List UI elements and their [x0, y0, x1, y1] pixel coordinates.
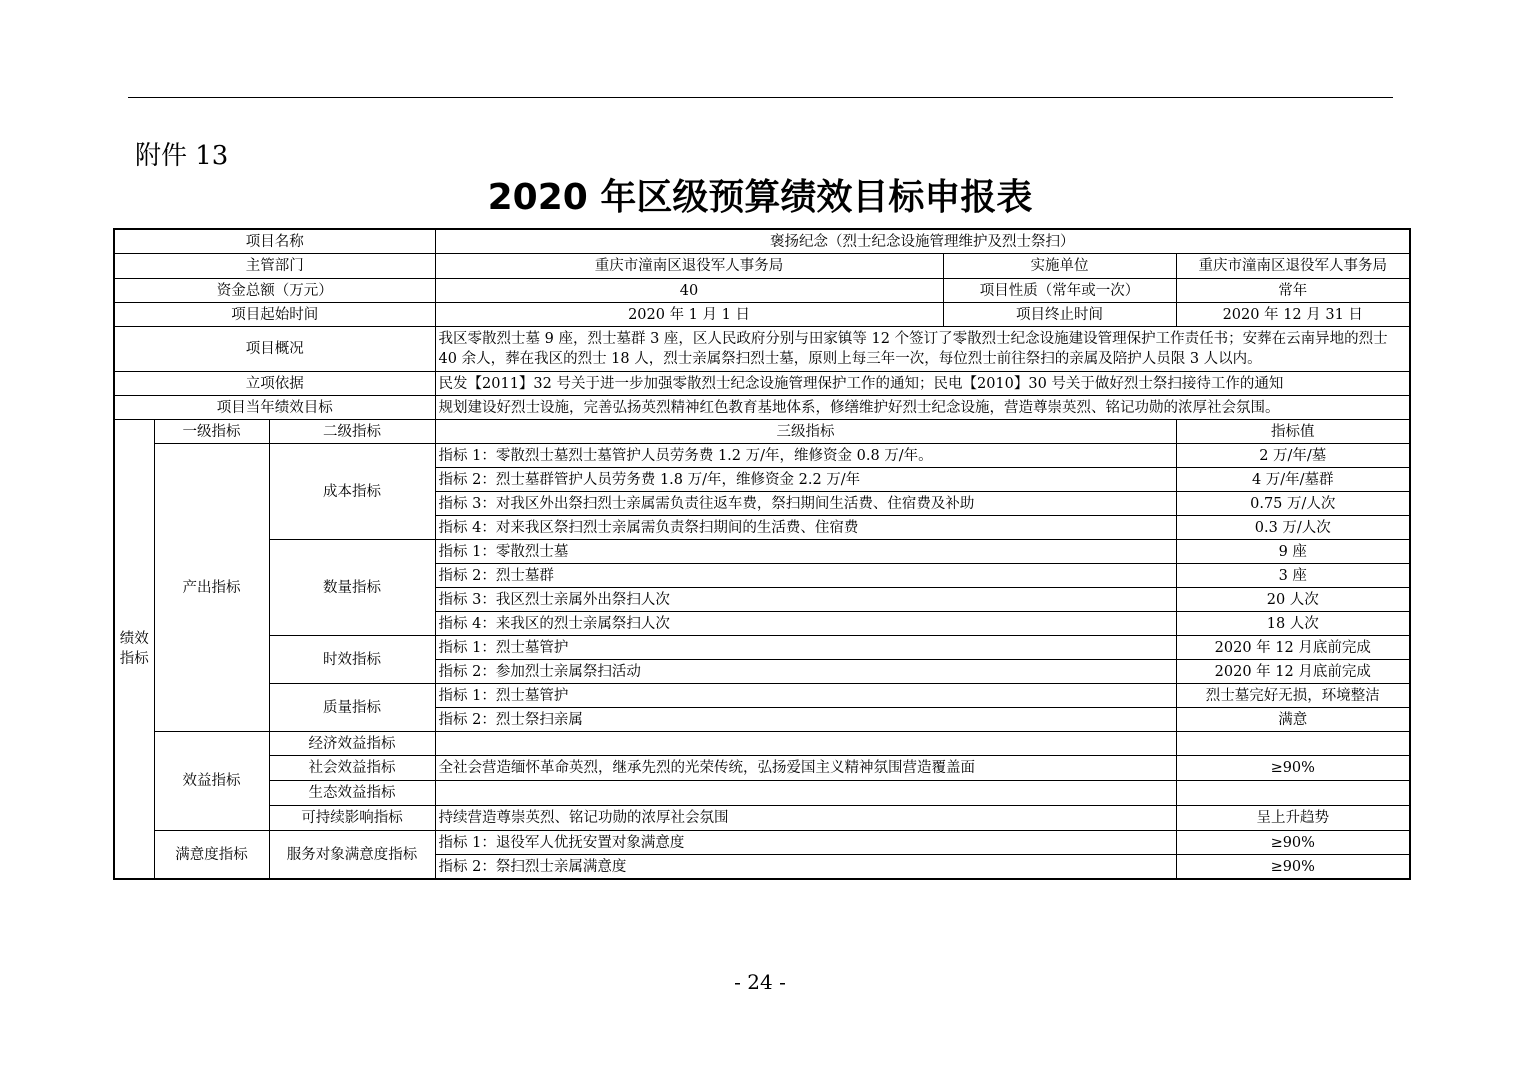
satisfaction-indicator-label: 满意度指标	[154, 831, 269, 880]
project-name-value: 褒扬纪念（烈士纪念设施管理维护及烈士祭扫）	[435, 229, 1410, 254]
row-overview	[114, 327, 1410, 372]
output-indicator-label: 产出指标	[154, 444, 269, 732]
basis-text: 民发【2011】32 号关于进一步加强零散烈士纪念设施管理保护工作的通知；民电【2010】30 号关于做好烈士祭扫接待工作的通知	[435, 372, 1410, 396]
col-level2: 二级指标	[269, 420, 435, 444]
row-period	[114, 303, 1410, 327]
indicator-value: 0.3 万/人次	[1176, 516, 1410, 540]
attachment-label: 附件 13	[135, 141, 229, 171]
row-indicator-header	[114, 420, 1410, 444]
col-level3: 三级指标	[435, 420, 1176, 444]
indicator-value: 2020 年 12 月底前完成	[1176, 636, 1410, 660]
fund-value: 40	[435, 279, 943, 303]
indicator-value: ≥90%	[1176, 831, 1410, 855]
indicator-text: 指标 2：烈士墓群	[435, 564, 1176, 588]
benefit-indicator-label: 效益指标	[154, 732, 269, 831]
header-rule	[128, 97, 1393, 98]
cost-indicator-label: 成本指标	[269, 444, 435, 540]
benefit-name: 可持续影响指标	[269, 806, 435, 831]
indicator-value	[1176, 781, 1410, 806]
quantity-indicator-label: 数量指标	[269, 540, 435, 636]
table-row	[114, 831, 1410, 855]
time-indicator-label: 时效指标	[269, 636, 435, 684]
indicator-text: 持续营造尊崇英烈、铭记功勋的浓厚社会氛围	[435, 806, 1176, 831]
indicator-text: 指标 1：零散烈士墓烈士墓管护人员劳务费 1.2 万/年，维修资金 0.8 万/年。	[435, 444, 1176, 468]
dept-label: 主管部门	[114, 254, 435, 279]
indicator-text: 全社会营造缅怀革命英烈，继承先烈的光荣传统，弘扬爱国主义精神氛围营造覆盖面	[435, 756, 1176, 781]
indicator-value: 3 座	[1176, 564, 1410, 588]
indicator-value: 4 万/年/墓群	[1176, 468, 1410, 492]
indicator-text: 指标 4：来我区的烈士亲属祭扫人次	[435, 612, 1176, 636]
overview-label: 项目概况	[114, 327, 435, 372]
indicator-value: 2 万/年/墓	[1176, 444, 1410, 468]
benefit-name: 生态效益指标	[269, 781, 435, 806]
row-fund	[114, 279, 1410, 303]
indicator-value: 满意	[1176, 708, 1410, 732]
performance-indicators-label: 绩效 指标	[114, 420, 154, 880]
indicator-text	[435, 732, 1176, 756]
indicator-text: 指标 2：烈士祭扫亲属	[435, 708, 1176, 732]
table-row	[114, 684, 1410, 708]
goal-text: 规划建设好烈士设施，完善弘扬英烈精神红色教育基地体系，修缮维护好烈士纪念设施，营造尊崇英烈、铭记功勋的浓厚社会氛围。	[435, 396, 1410, 420]
row-goal	[114, 396, 1410, 420]
indicator-value: 0.75 万/人次	[1176, 492, 1410, 516]
end-label: 项目终止时间	[943, 303, 1176, 327]
indicator-text: 指标 3：我区烈士亲属外出祭扫人次	[435, 588, 1176, 612]
indicator-value: 呈上升趋势	[1176, 806, 1410, 831]
service-satisfaction-label: 服务对象满意度指标	[269, 831, 435, 880]
table-row	[114, 756, 1410, 781]
impl-label: 实施单位	[943, 254, 1176, 279]
indicator-text: 指标 4：对来我区祭扫烈士亲属需负责祭扫期间的生活费、住宿费	[435, 516, 1176, 540]
quality-indicator-label: 质量指标	[269, 684, 435, 732]
indicator-text: 指标 3：对我区外出祭扫烈士亲属需负责往返车费，祭扫期间生活费、住宿费及补助	[435, 492, 1176, 516]
indicator-value: 20 人次	[1176, 588, 1410, 612]
row-project-name	[114, 229, 1410, 254]
indicator-value: 9 座	[1176, 540, 1410, 564]
table-row	[114, 732, 1410, 756]
nature-label: 项目性质（常年或一次）	[943, 279, 1176, 303]
indicator-value	[1176, 732, 1410, 756]
indicator-value: 2020 年 12 月底前完成	[1176, 660, 1410, 684]
indicator-value: ≥90%	[1176, 756, 1410, 781]
indicator-text	[435, 781, 1176, 806]
impl-value: 重庆市潼南区退役军人事务局	[1176, 254, 1410, 279]
benefit-name: 社会效益指标	[269, 756, 435, 781]
table-row	[114, 781, 1410, 806]
table-row	[114, 444, 1410, 468]
col-level1: 一级指标	[154, 420, 269, 444]
indicator-text: 指标 1：零散烈士墓	[435, 540, 1176, 564]
table-row	[114, 806, 1410, 831]
indicator-text: 指标 2：参加烈士亲属祭扫活动	[435, 660, 1176, 684]
indicator-value: ≥90%	[1176, 855, 1410, 880]
basis-label: 立项依据	[114, 372, 435, 396]
table-row	[114, 540, 1410, 564]
table-row	[114, 636, 1410, 660]
indicator-text: 指标 1：退役军人优抚安置对象满意度	[435, 831, 1176, 855]
overview-text: 我区零散烈士墓 9 座，烈士墓群 3 座，区人民政府分别与田家镇等 12 个签订了零散烈士纪念设施建设管理保护工作责任书；安葬在云南异地的烈士 40 余人，葬在我区的烈士 18 人，烈士亲属祭扫烈士墓，原则上每三年一次，每位烈士前往祭扫的亲属及陪护人员限 3 人以内。	[435, 327, 1410, 372]
page-number: - 24 -	[734, 970, 786, 994]
project-name-label: 项目名称	[114, 229, 435, 254]
indicator-text: 指标 1：烈士墓管护	[435, 636, 1176, 660]
benefit-name: 经济效益指标	[269, 732, 435, 756]
goal-label: 项目当年绩效目标	[114, 396, 435, 420]
nature-value: 常年	[1176, 279, 1410, 303]
indicator-text: 指标 1：烈士墓管护	[435, 684, 1176, 708]
start-label: 项目起始时间	[114, 303, 435, 327]
indicator-text: 指标 2：祭扫烈士亲属满意度	[435, 855, 1176, 880]
dept-value: 重庆市潼南区退役军人事务局	[435, 254, 943, 279]
indicator-value: 烈士墓完好无损，环境整洁	[1176, 684, 1410, 708]
fund-label: 资金总额（万元）	[114, 279, 435, 303]
col-value: 指标值	[1176, 420, 1410, 444]
budget-performance-table	[113, 228, 1411, 880]
document-title: 2020 年区级预算绩效目标申报表	[487, 177, 1033, 218]
indicator-value: 18 人次	[1176, 612, 1410, 636]
row-department	[114, 254, 1410, 279]
row-basis	[114, 372, 1410, 396]
start-value: 2020 年 1 月 1 日	[435, 303, 943, 327]
indicator-text: 指标 2：烈士墓群管护人员劳务费 1.8 万/年，维修资金 2.2 万/年	[435, 468, 1176, 492]
end-value: 2020 年 12 月 31 日	[1176, 303, 1410, 327]
